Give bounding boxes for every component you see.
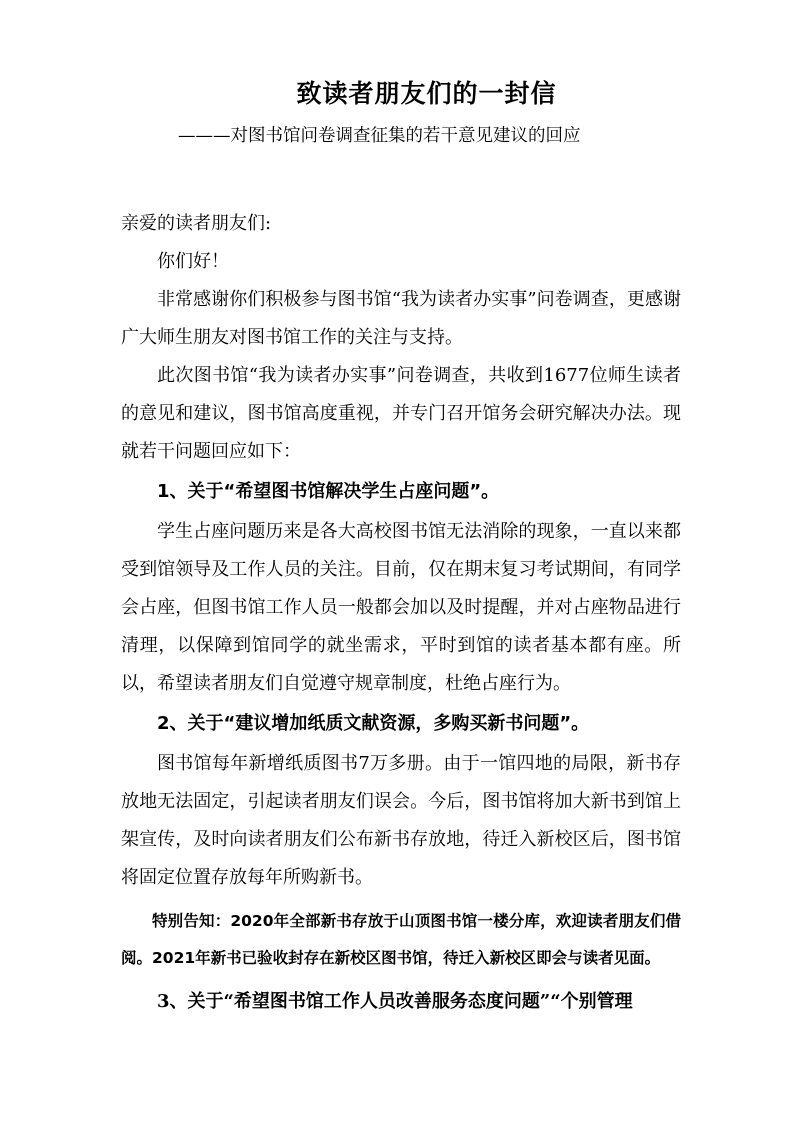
- section-heading: 2、关于“建议增加纸质文献资源，多购买新书问题”。: [157, 713, 590, 734]
- section-heading: 3、关于“希望图书馆工作人员改善服务态度问题”“个别管理: [157, 991, 633, 1012]
- salutation: 亲爱的读者朋友们:: [121, 213, 272, 234]
- letter-subtitle: ———对图书馆问卷调查征集的若干意见建议的回应: [178, 126, 581, 146]
- letter-title: 致读者朋友们的一封信: [296, 79, 557, 108]
- intro-paragraph: 非常感谢你们积极参与图书馆“我为读者办实事”问卷调查，更感谢广大师生朋友对图书馆工作的关注与支持。: [121, 289, 681, 348]
- letter-body: [121, 205, 681, 1023]
- special-notice: 特别告知：2020年全部新书存放于山顶图书馆一楼分库，欢迎读者朋友们借阅。2021年新书已验收封存在新校区图书馆，待迁入新校区即会与读者见面。: [121, 912, 681, 967]
- section-heading: 1、关于“希望图书馆解决学生占座问题”。: [157, 481, 500, 502]
- section-body: 学生占座问题历来是各大高校图书馆无法消除的现象，一直以来都受到馆领导及工作人员的关注。目前，仅在期末复习考试期间，有同学会占座，但图书馆工作人员一般都会加以及时提醒，并对占座物品进行清理，以保障到馆同学的就坐需求，平时到馆的读者基本都有座。所以，希望读者朋友们自觉遵守规章制度，杜绝占座行为。: [121, 521, 681, 694]
- section-body: 图书馆每年新增纸质图书7万多册。由于一馆四地的局限，新书存放地无法固定，引起读者朋友们误会。今后，图书馆将加大新书到馆上架宣传，及时向读者朋友们公布新书存放地，待迁入新校区后，图书馆将固定位置存放每年所购新书。: [121, 753, 681, 888]
- intro-paragraph: 此次图书馆“我为读者办实事”问卷调查，共收到1677位师生读者的意见和建议，图书馆高度重视，并专门召开馆务会研究解决办法。现就若干问题回应如下：: [121, 365, 681, 462]
- greeting-line: 你们好！: [157, 251, 229, 272]
